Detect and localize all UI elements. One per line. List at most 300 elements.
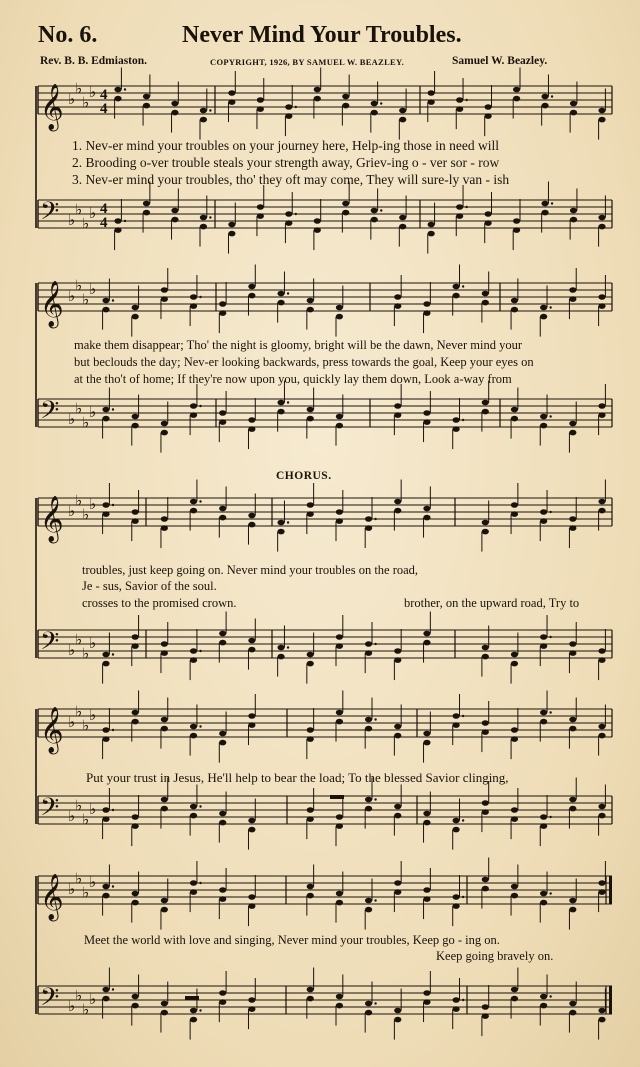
lyricist-credit: Rev. B. B. Edmiaston.	[40, 55, 148, 67]
note-head	[569, 525, 576, 531]
note-head	[540, 814, 547, 820]
note-head	[248, 997, 255, 1003]
note-head	[307, 298, 314, 304]
note-head	[365, 907, 372, 913]
dot	[374, 718, 376, 720]
note-head	[482, 877, 489, 883]
note-head	[394, 294, 401, 300]
note-head	[219, 410, 226, 416]
note-head	[285, 104, 292, 110]
flat-sign: ♭	[89, 495, 97, 513]
note-head	[190, 657, 197, 663]
flat-sign: ♭	[89, 280, 97, 298]
note-head	[569, 641, 576, 647]
note-head	[190, 813, 197, 819]
dot	[199, 296, 201, 298]
note-head	[114, 87, 121, 93]
note-head	[570, 208, 577, 214]
note-head	[394, 403, 401, 409]
note-head	[219, 731, 226, 737]
note-head	[394, 648, 401, 654]
note-head	[248, 1006, 255, 1012]
note-head	[190, 880, 197, 886]
note-head	[285, 220, 292, 226]
note-head	[423, 740, 430, 746]
dot	[551, 95, 553, 97]
flat-sign: ♭	[82, 644, 90, 663]
note-head	[482, 300, 489, 306]
chorus-line-7: Keep going bravely on.	[436, 949, 554, 963]
note-head	[569, 806, 576, 812]
flat-sign: ♭	[68, 410, 76, 428]
note-head	[257, 213, 264, 219]
note-head	[453, 997, 460, 1003]
dot	[124, 88, 126, 90]
note-head	[365, 898, 372, 904]
treble-clef: 𝄞	[40, 281, 64, 327]
chorus-line-5: Put your trust in Jesus, He'll help to bear the load; To the blessed Savior clinging,	[86, 770, 509, 785]
note-head	[132, 643, 139, 649]
note-head	[307, 996, 314, 1002]
flat-sign: ♭	[89, 403, 97, 421]
dot	[112, 408, 114, 410]
note-head	[161, 1001, 168, 1007]
note-head	[200, 117, 207, 123]
note-head	[598, 657, 605, 663]
note-head	[161, 797, 168, 803]
note-head	[428, 90, 435, 96]
note-head	[219, 896, 226, 902]
note-head	[423, 990, 430, 996]
note-head	[190, 648, 197, 654]
note-head	[423, 820, 430, 826]
note-head	[541, 94, 548, 100]
verse-3-line-1: 3. Nev-er mind your troubles, tho' they oft may come, They will sure-ly van - ish	[72, 172, 510, 187]
note-head	[307, 511, 314, 517]
note-head	[114, 227, 121, 233]
note-head	[132, 414, 139, 420]
note-head	[371, 208, 378, 214]
note-head	[132, 634, 139, 640]
note-head	[248, 713, 255, 719]
flat-sign: ♭	[75, 986, 83, 1005]
flat-sign: ♭	[82, 413, 90, 432]
dot	[199, 650, 201, 652]
note-head	[482, 729, 489, 735]
note-head	[171, 217, 178, 223]
note-head	[102, 996, 109, 1002]
note-head	[569, 430, 576, 436]
note-head	[423, 896, 430, 902]
dot	[112, 729, 114, 731]
verse-2-line-2: but beclouds the day; Nev-er looking backwards, press towards the goal, Keep your eyes on	[74, 355, 534, 369]
note-head	[307, 987, 314, 993]
note-head	[540, 414, 547, 420]
note-head	[307, 661, 314, 667]
note-head	[161, 641, 168, 647]
note-head	[190, 508, 197, 514]
note-head	[132, 1003, 139, 1009]
note-head	[102, 893, 109, 899]
note-head	[569, 907, 576, 913]
note-head	[598, 1017, 605, 1023]
note-head	[102, 407, 109, 413]
dot	[374, 798, 376, 800]
note-head	[307, 416, 314, 422]
dot	[551, 202, 553, 204]
note-head	[307, 816, 314, 822]
note-head	[307, 307, 314, 313]
note-head	[540, 719, 547, 725]
dot	[209, 109, 211, 111]
note-head	[598, 303, 605, 309]
note-head	[200, 108, 207, 114]
note-head	[132, 314, 139, 320]
note-head	[598, 108, 605, 114]
flat-sign: ♭	[75, 491, 83, 510]
flat-sign: ♭	[75, 200, 83, 219]
note-head	[314, 227, 321, 233]
dot	[374, 1002, 376, 1004]
note-head	[511, 652, 518, 658]
note-head	[540, 900, 547, 906]
note-head	[569, 797, 576, 803]
note-head	[190, 412, 197, 418]
note-head	[307, 736, 314, 742]
final-barline	[609, 986, 612, 1014]
hymn-title: Never Mind Your Troubles.	[182, 22, 462, 48]
flat-sign: ♭	[75, 79, 83, 98]
note-head	[598, 880, 605, 886]
note-head	[161, 650, 168, 656]
note-head	[394, 880, 401, 886]
note-head	[485, 104, 492, 110]
note-head	[569, 516, 576, 522]
note-head	[102, 652, 109, 658]
note-head	[132, 509, 139, 515]
note-head	[219, 640, 226, 646]
note-head	[314, 218, 321, 224]
note-head	[248, 426, 255, 432]
dot	[549, 892, 551, 894]
time-signature: 4	[100, 87, 108, 103]
verse-1-line-1: 1. Nev-er mind your troubles on your journey here, Help-ing those in need will	[72, 138, 500, 153]
note-head	[399, 108, 406, 114]
note-head	[248, 293, 255, 299]
note-head	[228, 222, 235, 228]
flat-sign: ♭	[68, 211, 76, 229]
dot	[462, 896, 464, 898]
note-head	[248, 903, 255, 909]
note-head	[540, 1003, 547, 1009]
note-head	[598, 804, 605, 810]
dot	[199, 725, 201, 727]
note-head	[482, 1004, 489, 1010]
note-head	[277, 300, 284, 306]
note-head	[456, 97, 463, 103]
note-head	[307, 407, 314, 413]
flat-sign: ♭	[75, 630, 83, 649]
note-head	[394, 733, 401, 739]
note-head	[541, 210, 548, 216]
note-head	[482, 886, 489, 892]
note-head	[511, 511, 518, 517]
note-head	[453, 903, 460, 909]
note-head	[161, 296, 168, 302]
note-head	[371, 217, 378, 223]
note-head	[598, 724, 605, 730]
note-head	[102, 298, 109, 304]
note-head	[161, 525, 168, 531]
note-head	[219, 631, 226, 637]
flat-sign: ♭	[89, 706, 97, 724]
note-head	[102, 307, 109, 313]
note-head	[423, 310, 430, 316]
note-head	[219, 811, 226, 817]
note-head	[365, 516, 372, 522]
note-head	[277, 654, 284, 660]
note-head	[485, 220, 492, 226]
note-head	[314, 96, 321, 102]
note-head	[171, 110, 178, 116]
note-head	[132, 423, 139, 429]
dot	[462, 999, 464, 1001]
note-head	[219, 999, 226, 1005]
note-head	[453, 827, 460, 833]
note-head	[307, 807, 314, 813]
note-head	[219, 310, 226, 316]
note-head	[171, 208, 178, 214]
note-head	[482, 809, 489, 815]
note-head	[248, 417, 255, 423]
dot	[462, 819, 464, 821]
note-head	[540, 643, 547, 649]
note-head	[511, 661, 518, 667]
note-head	[371, 110, 378, 116]
note-head	[365, 726, 372, 732]
note-head	[399, 224, 406, 230]
note-head	[453, 713, 460, 719]
note-head	[190, 1008, 197, 1014]
note-head	[365, 525, 372, 531]
note-head	[161, 421, 168, 427]
flat-sign: ♭	[75, 702, 83, 721]
note-head	[342, 94, 349, 100]
note-head	[132, 891, 139, 897]
note-head	[423, 410, 430, 416]
dot	[374, 899, 376, 901]
chorus-line-1: troubles, just keep going on. Never mind your troubles on the road,	[82, 563, 419, 577]
note-head	[511, 502, 518, 508]
final-barline	[609, 876, 612, 904]
note-head	[569, 650, 576, 656]
note-head	[456, 204, 463, 210]
note-head	[428, 222, 435, 228]
dot	[549, 711, 551, 713]
note-head	[453, 426, 460, 432]
flat-sign: ♭	[68, 502, 76, 520]
note-head	[114, 96, 121, 102]
note-head	[161, 806, 168, 812]
note-head	[336, 814, 343, 820]
note-head	[161, 430, 168, 436]
note-head	[190, 724, 197, 730]
note-head	[511, 736, 518, 742]
note-head	[102, 807, 109, 813]
flat-sign: ♭	[82, 716, 90, 735]
note-head	[336, 719, 343, 725]
note-head	[277, 520, 284, 526]
note-head	[336, 823, 343, 829]
note-head	[511, 996, 518, 1002]
time-signature: 4	[100, 201, 108, 217]
note-head	[219, 820, 226, 826]
note-head	[394, 804, 401, 810]
note-head	[143, 103, 150, 109]
verse-2-line-1: 2. Brooding o-ver trouble steals your strength away, Griev-ing o - ver sor - row	[72, 155, 500, 170]
note-head	[102, 502, 109, 508]
note-head	[394, 813, 401, 819]
dot	[199, 1009, 201, 1011]
note-head	[511, 416, 518, 422]
note-head	[190, 294, 197, 300]
note-head	[541, 201, 548, 207]
note-head	[228, 90, 235, 96]
note-head	[336, 643, 343, 649]
flat-sign: ♭	[75, 276, 83, 295]
note-head	[598, 117, 605, 123]
note-head	[540, 891, 547, 897]
note-head	[190, 403, 197, 409]
note-head	[511, 727, 518, 733]
note-head	[219, 990, 226, 996]
verse-3-line-2: at the tho't of home; If they're now upon you, quickly lay them down, Look a-way from	[74, 372, 512, 386]
note-head	[371, 101, 378, 107]
note-head	[394, 499, 401, 505]
note-head	[540, 710, 547, 716]
note-head	[598, 499, 605, 505]
note-head	[365, 641, 372, 647]
note-head	[132, 710, 139, 716]
bass-clef: 𝄢	[40, 197, 60, 232]
note-head	[423, 301, 430, 307]
note-head	[307, 884, 314, 890]
dot	[374, 643, 376, 645]
note-head	[228, 99, 235, 105]
flat-sign: ♭	[89, 873, 97, 891]
note-head	[200, 215, 207, 221]
note-head	[485, 113, 492, 119]
chorus-line-3: crosses to the promised crown.	[82, 596, 237, 610]
note-head	[394, 303, 401, 309]
time-signature: 4	[100, 215, 108, 231]
note-head	[399, 215, 406, 221]
chorus-line-2: Je - sus, Savior of the soul.	[82, 579, 217, 593]
note-head	[248, 284, 255, 290]
note-head	[511, 987, 518, 993]
copyright-notice: COPYRIGHT, 1926, BY SAMUEL W. BEAZLEY.	[210, 57, 405, 67]
note-head	[513, 96, 520, 102]
dot	[112, 653, 114, 655]
note-head	[540, 509, 547, 515]
note-head	[511, 807, 518, 813]
note-head	[598, 648, 605, 654]
note-head	[365, 1010, 372, 1016]
verse-1-line-2: make them disappear; Tho' the night is gloomy, bright will be the dawn, Never mind your	[74, 338, 522, 352]
dot	[462, 285, 464, 287]
note-head	[456, 106, 463, 112]
note-head	[132, 719, 139, 725]
note-head	[342, 201, 349, 207]
note-head	[228, 231, 235, 237]
bass-clef: 𝄢	[40, 983, 60, 1018]
note-head	[453, 417, 460, 423]
note-head	[336, 994, 343, 1000]
note-head	[336, 414, 343, 420]
note-head	[200, 224, 207, 230]
dot	[549, 511, 551, 513]
note-head	[423, 515, 430, 521]
flat-sign: ♭	[75, 399, 83, 418]
note-head	[336, 1003, 343, 1009]
note-head	[248, 818, 255, 824]
note-head	[598, 215, 605, 221]
bass-clef: 𝄢	[40, 396, 60, 431]
note-head	[569, 1010, 576, 1016]
dot	[199, 882, 201, 884]
note-head	[102, 511, 109, 517]
note-head	[569, 296, 576, 302]
note-head	[161, 907, 168, 913]
note-head	[336, 305, 343, 311]
note-head	[248, 722, 255, 728]
dot	[465, 206, 467, 208]
note-head	[569, 1001, 576, 1007]
dot	[374, 518, 376, 520]
note-head	[307, 652, 314, 658]
note-head	[190, 889, 197, 895]
dot	[462, 419, 464, 421]
note-head	[423, 506, 430, 512]
dot	[462, 715, 464, 717]
note-head	[132, 994, 139, 1000]
note-head	[336, 314, 343, 320]
note-head	[511, 307, 518, 313]
note-head	[453, 293, 460, 299]
dot	[199, 805, 201, 807]
composer-credit: Samuel W. Beazley.	[452, 55, 548, 67]
note-head	[102, 884, 109, 890]
note-head	[219, 887, 226, 893]
flat-sign: ♭	[68, 90, 76, 108]
note-head	[336, 518, 343, 524]
flat-sign: ♭	[68, 807, 76, 825]
note-head	[132, 823, 139, 829]
note-head	[307, 502, 314, 508]
note-head	[394, 657, 401, 663]
dot	[549, 306, 551, 308]
note-head	[190, 499, 197, 505]
note-head	[570, 101, 577, 107]
note-head	[219, 301, 226, 307]
flat-sign: ♭	[82, 883, 90, 902]
note-head	[336, 634, 343, 640]
note-head	[394, 508, 401, 514]
note-head	[190, 804, 197, 810]
note-head	[394, 1017, 401, 1023]
note-head	[423, 731, 430, 737]
note-head	[598, 412, 605, 418]
